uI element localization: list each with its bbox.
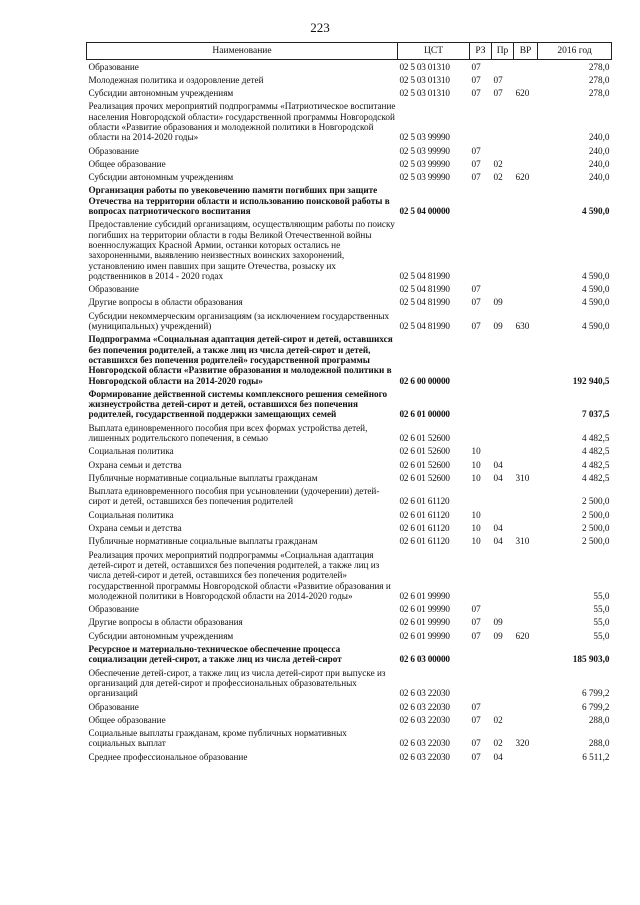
table-row	[87, 171, 612, 184]
row-pr: 02	[493, 158, 503, 169]
row-vr	[514, 157, 538, 170]
row-vr	[514, 458, 538, 471]
row-value: 4 482,5	[581, 472, 610, 483]
row-rz	[470, 100, 492, 144]
row-rz: 10	[471, 446, 481, 457]
row-name: Другие вопросы в области образования	[88, 617, 243, 628]
row-name: Субсидии некоммерческим организациям (за исключением государственных (муниципальных) учреждений)	[88, 310, 390, 332]
row-value: 55,0	[593, 617, 610, 628]
table-row	[87, 445, 612, 458]
table-header	[87, 43, 612, 60]
row-name: Публичные нормативные социальные выплаты гражданам	[88, 472, 318, 483]
row-value: 240,0	[588, 132, 610, 143]
row-name: Образование	[88, 284, 139, 295]
row-cst: 02 6 01 61120	[399, 523, 450, 534]
table-row	[87, 727, 612, 751]
row-rz	[470, 421, 492, 445]
row-pr	[492, 508, 514, 521]
row-vr	[514, 522, 538, 535]
row-value: 4 590,0	[581, 321, 610, 332]
row-vr: 310	[515, 536, 530, 547]
row-pr	[492, 144, 514, 157]
row-vr	[514, 421, 538, 445]
row-rz: 10	[471, 536, 481, 547]
row-name: Обеспечение детей-сирот, а также лиц из числа детей-сирот при выпуске из организаций для детей-сирот и профессиональных образовательных организаций	[88, 667, 386, 699]
row-value: 2 500,0	[581, 496, 610, 507]
row-pr: 09	[493, 630, 503, 641]
row-vr	[514, 713, 538, 726]
row-cst: 02 5 03 01310	[399, 88, 450, 99]
row-cst: 02 6 03 22030	[399, 738, 450, 749]
row-pr: 04	[493, 523, 503, 534]
row-pr	[492, 421, 514, 445]
row-rz: 07	[471, 617, 481, 628]
row-cst: 02 5 04 81990	[399, 321, 450, 332]
row-vr: 630	[515, 321, 530, 332]
row-vr	[514, 184, 538, 218]
row-value: 7 037,5	[581, 409, 610, 420]
table-body	[87, 60, 612, 764]
table-row	[87, 333, 612, 387]
row-rz: 07	[471, 172, 481, 183]
row-vr	[514, 643, 538, 667]
row-rz: 07	[471, 701, 481, 712]
row-value: 278,0	[588, 61, 610, 72]
row-vr	[514, 700, 538, 713]
row-vr	[514, 333, 538, 387]
row-rz: 10	[471, 472, 481, 483]
row-pr	[492, 666, 514, 700]
row-cst: 02 5 04 81990	[399, 297, 450, 308]
table-row	[87, 218, 612, 283]
row-pr	[492, 333, 514, 387]
row-pr	[492, 184, 514, 218]
row-pr: 02	[493, 738, 503, 749]
table-row	[87, 421, 612, 445]
row-name: Субсидии автономным учреждениям	[88, 88, 234, 99]
row-vr: 620	[515, 88, 530, 99]
row-pr: 09	[493, 617, 503, 628]
row-cst: 02 6 01 61120	[399, 496, 450, 507]
row-value: 240,0	[588, 145, 610, 156]
row-pr	[492, 548, 514, 602]
row-cst: 02 6 03 00000	[399, 654, 450, 665]
header-pr: Пр	[492, 43, 514, 60]
row-cst: 02 6 01 99990	[399, 604, 450, 615]
row-value: 185 903,0	[572, 654, 610, 665]
row-rz	[470, 485, 492, 509]
row-name: Реализация прочих мероприятий подпрограммы «Социальная адаптация детей-сирот и детей, оставшихся без попечения родителей, а также лиц из числа детей-сирот и детей, оставшихся без попечения родителей» государственной программы Новгородской области «Развитие образования и молодежной политики в Новгородской области на 2014-2020 годы»	[88, 549, 391, 601]
row-name: Организация работы по увековечению памяти погибших при защите Отечества на территории области и использованию поисковой работы в вопросах патриотического воспитания	[88, 185, 390, 217]
table-row	[87, 713, 612, 726]
row-cst: 02 6 01 00000	[399, 409, 450, 420]
row-name: Публичные нормативные социальные выплаты гражданам	[88, 536, 318, 547]
row-rz	[470, 218, 492, 283]
row-vr: 320	[515, 738, 530, 749]
row-name: Субсидии автономным учреждениям	[88, 630, 234, 641]
page-number: 223	[310, 20, 330, 35]
row-rz: 10	[471, 459, 481, 470]
row-cst: 02 5 03 99990	[399, 145, 450, 156]
table-row	[87, 750, 612, 763]
row-name: Выплата единовременного пособия при всех формах устройства детей, лишенных родительского попечения, в семью	[88, 422, 368, 443]
table-row	[87, 616, 612, 629]
row-vr: 620	[515, 172, 530, 183]
row-rz: 07	[471, 158, 481, 169]
header-vr: ВР	[514, 43, 538, 60]
row-pr	[492, 387, 514, 421]
row-name: Образование	[88, 145, 139, 156]
header-year: 2016 год	[538, 43, 612, 60]
row-vr: 620	[515, 630, 530, 641]
row-name: Социальная политика	[88, 446, 174, 457]
row-pr: 02	[493, 714, 503, 725]
row-vr	[514, 387, 538, 421]
row-value: 6 511,2	[582, 751, 610, 762]
row-pr	[492, 700, 514, 713]
row-value: 278,0	[588, 88, 610, 99]
row-pr: 07	[493, 88, 503, 99]
row-vr	[514, 666, 538, 700]
table-row	[87, 485, 612, 509]
table-row	[87, 283, 612, 296]
row-cst: 02 6 01 99990	[399, 630, 450, 641]
row-name: Среднее профессиональное образование	[88, 751, 248, 762]
table-row	[87, 100, 612, 144]
row-vr	[514, 445, 538, 458]
row-name: Предоставление субсидий организациям, осуществляющим работы по поиску погибших на территории области в годы Великой Отечественной войны военнослужащих Красной Армии, останки которых остались не захороненными, выявлению неизвестных воинских захоронений, установлению имен павших при защите Отечества, розыску их родственников в 2014 - 2020 годах	[88, 219, 395, 281]
row-vr	[514, 218, 538, 283]
row-pr	[492, 100, 514, 144]
row-cst: 02 5 04 81990	[399, 270, 450, 281]
row-name: Подпрограмма «Социальная адаптация детей-сирот и детей, оставшихся без попечения родителей, а также лиц из числа детей-сирот и детей, оставшихся без попечения родителей» государственной программы Новгородской области «Развитие образования и молодежной политики в Новгородской области на 2014-2020 годы»	[88, 334, 393, 386]
row-value: 55,0	[593, 590, 610, 601]
row-value: 4 482,5	[581, 446, 610, 457]
table-row	[87, 60, 612, 74]
row-name: Общее образование	[88, 158, 166, 169]
row-cst: 02 6 03 22030	[399, 688, 450, 699]
row-rz: 07	[471, 88, 481, 99]
row-cst: 02 5 03 99990	[399, 172, 450, 183]
row-name: Формирование действенной системы комплексного решения семейного жизнеустройства детей-сирот и детей, оставшихся без попечения родителей, государственной поддержки замещающих семей	[88, 388, 388, 420]
row-value: 4 590,0	[581, 297, 610, 308]
row-cst: 02 5 04 81990	[399, 284, 450, 295]
header-cst: ЦСТ	[398, 43, 470, 60]
table-row	[87, 458, 612, 471]
table-row	[87, 522, 612, 535]
row-value: 192 940,5	[572, 375, 610, 386]
row-value: 2 500,0	[581, 523, 610, 534]
table-row	[87, 629, 612, 642]
row-value: 6 799,2	[581, 688, 610, 699]
table-row	[87, 87, 612, 100]
table-row	[87, 157, 612, 170]
row-vr	[514, 616, 538, 629]
row-name: Охрана семьи и детства	[88, 459, 182, 470]
row-cst: 02 6 01 61120	[399, 536, 450, 547]
row-cst: 02 6 01 61120	[399, 509, 450, 520]
row-pr: 04	[493, 459, 503, 470]
row-rz	[470, 333, 492, 387]
row-value: 240,0	[588, 158, 610, 169]
row-vr	[514, 548, 538, 602]
row-value: 4 590,0	[581, 284, 610, 295]
row-value: 240,0	[588, 172, 610, 183]
row-pr: 04	[493, 536, 503, 547]
row-value: 288,0	[588, 714, 610, 725]
row-rz	[470, 643, 492, 667]
table-row	[87, 643, 612, 667]
row-value: 4 482,5	[581, 459, 610, 470]
row-name: Охрана семьи и детства	[88, 523, 182, 534]
row-name: Образование	[88, 61, 139, 72]
row-vr	[514, 144, 538, 157]
row-cst: 02 5 03 01310	[399, 74, 450, 85]
row-name: Образование	[88, 701, 139, 712]
header-rz: РЗ	[470, 43, 492, 60]
row-cst: 02 6 03 22030	[399, 751, 450, 762]
row-pr	[492, 60, 514, 74]
row-vr	[514, 508, 538, 521]
row-value: 55,0	[593, 604, 610, 615]
row-rz: 07	[471, 714, 481, 725]
row-cst: 02 5 03 01310	[399, 61, 450, 72]
row-cst: 02 6 03 22030	[399, 714, 450, 725]
row-name: Другие вопросы в области образования	[88, 297, 243, 308]
row-pr: 04	[493, 751, 503, 762]
row-name: Ресурсное и материально-техническое обеспечение процесса социализации детей-сирот, а также лиц из числа детей-сирот	[88, 644, 342, 665]
table-row	[87, 508, 612, 521]
table-row	[87, 387, 612, 421]
row-rz: 07	[471, 604, 481, 615]
row-vr	[514, 603, 538, 616]
row-pr: 09	[493, 321, 503, 332]
row-rz: 07	[471, 297, 481, 308]
row-rz: 07	[471, 321, 481, 332]
row-cst: 02 6 01 52600	[399, 433, 450, 443]
row-cst: 02 6 03 22030	[399, 701, 450, 712]
row-name: Социальная политика	[88, 509, 174, 520]
row-rz: 07	[471, 145, 481, 156]
row-rz: 07	[471, 751, 481, 762]
row-pr	[492, 218, 514, 283]
row-rz	[470, 548, 492, 602]
row-cst: 02 6 00 00000	[399, 375, 450, 386]
row-pr: 04	[493, 472, 503, 483]
row-value: 2 500,0	[581, 536, 610, 547]
row-rz: 07	[471, 61, 481, 72]
table-row	[87, 309, 612, 333]
row-rz	[470, 387, 492, 421]
row-rz: 07	[471, 284, 481, 295]
row-name: Социальные выплаты гражданам, кроме публичных нормативных социальных выплат	[88, 728, 347, 749]
row-value: 4 590,0	[581, 206, 610, 217]
row-rz: 10	[471, 509, 481, 520]
row-pr: 02	[493, 172, 503, 183]
budget-table	[86, 42, 612, 764]
table-row	[87, 603, 612, 616]
row-rz: 10	[471, 523, 481, 534]
row-pr	[492, 603, 514, 616]
row-name: Выплата единовременного пособия при усыновлении (удочерении) детей-сирот и детей, оставшихся без попечения родителей	[88, 486, 380, 507]
row-cst: 02 5 03 99990	[399, 132, 450, 143]
row-cst: 02 6 01 52600	[399, 459, 450, 470]
table-row	[87, 471, 612, 484]
row-cst: 02 6 01 99990	[399, 590, 450, 601]
header-name: Наименование	[87, 43, 398, 60]
row-rz: 07	[471, 630, 481, 641]
table-row	[87, 700, 612, 713]
row-cst: 02 5 04 00000	[399, 206, 450, 217]
row-value: 55,0	[593, 630, 610, 641]
row-rz	[470, 184, 492, 218]
row-pr	[492, 283, 514, 296]
row-pr: 07	[493, 74, 503, 85]
row-rz: 07	[471, 738, 481, 749]
row-vr	[514, 100, 538, 144]
row-vr	[514, 750, 538, 763]
row-name: Общее образование	[88, 714, 166, 725]
table-row	[87, 184, 612, 218]
row-pr	[492, 445, 514, 458]
table-row	[87, 535, 612, 548]
table-row	[87, 548, 612, 602]
row-name: Субсидии автономным учреждениям	[88, 172, 234, 183]
row-pr	[492, 643, 514, 667]
row-cst: 02 6 01 52600	[399, 446, 450, 457]
table-row	[87, 73, 612, 86]
row-rz: 07	[471, 74, 481, 85]
row-vr	[514, 485, 538, 509]
row-vr	[514, 60, 538, 74]
row-cst: 02 6 01 52600	[399, 472, 450, 483]
table-row	[87, 666, 612, 700]
table-row	[87, 296, 612, 309]
row-name: Образование	[88, 604, 139, 615]
row-rz	[470, 666, 492, 700]
row-vr	[514, 73, 538, 86]
row-value: 4 590,0	[581, 270, 610, 281]
row-value: 4 482,5	[581, 433, 610, 443]
row-vr: 310	[515, 472, 530, 483]
row-vr	[514, 296, 538, 309]
row-vr	[514, 283, 538, 296]
row-cst: 02 6 01 99990	[399, 617, 450, 628]
row-value: 2 500,0	[581, 509, 610, 520]
row-name: Молодежная политика и оздоровление детей	[88, 74, 264, 85]
table-row	[87, 144, 612, 157]
row-pr: 09	[493, 297, 503, 308]
row-value: 6 799,2	[581, 701, 610, 712]
row-name: Реализация прочих мероприятий подпрограммы «Патриотическое воспитание населения Новгородской области» государственной программы Новгородской области «Развитие образования и молодежной политики в Новгородской области на 2014-2020 годы»	[88, 101, 396, 143]
row-value: 288,0	[588, 738, 610, 749]
row-value: 278,0	[588, 74, 610, 85]
row-cst: 02 5 03 99990	[399, 158, 450, 169]
row-pr	[492, 485, 514, 509]
